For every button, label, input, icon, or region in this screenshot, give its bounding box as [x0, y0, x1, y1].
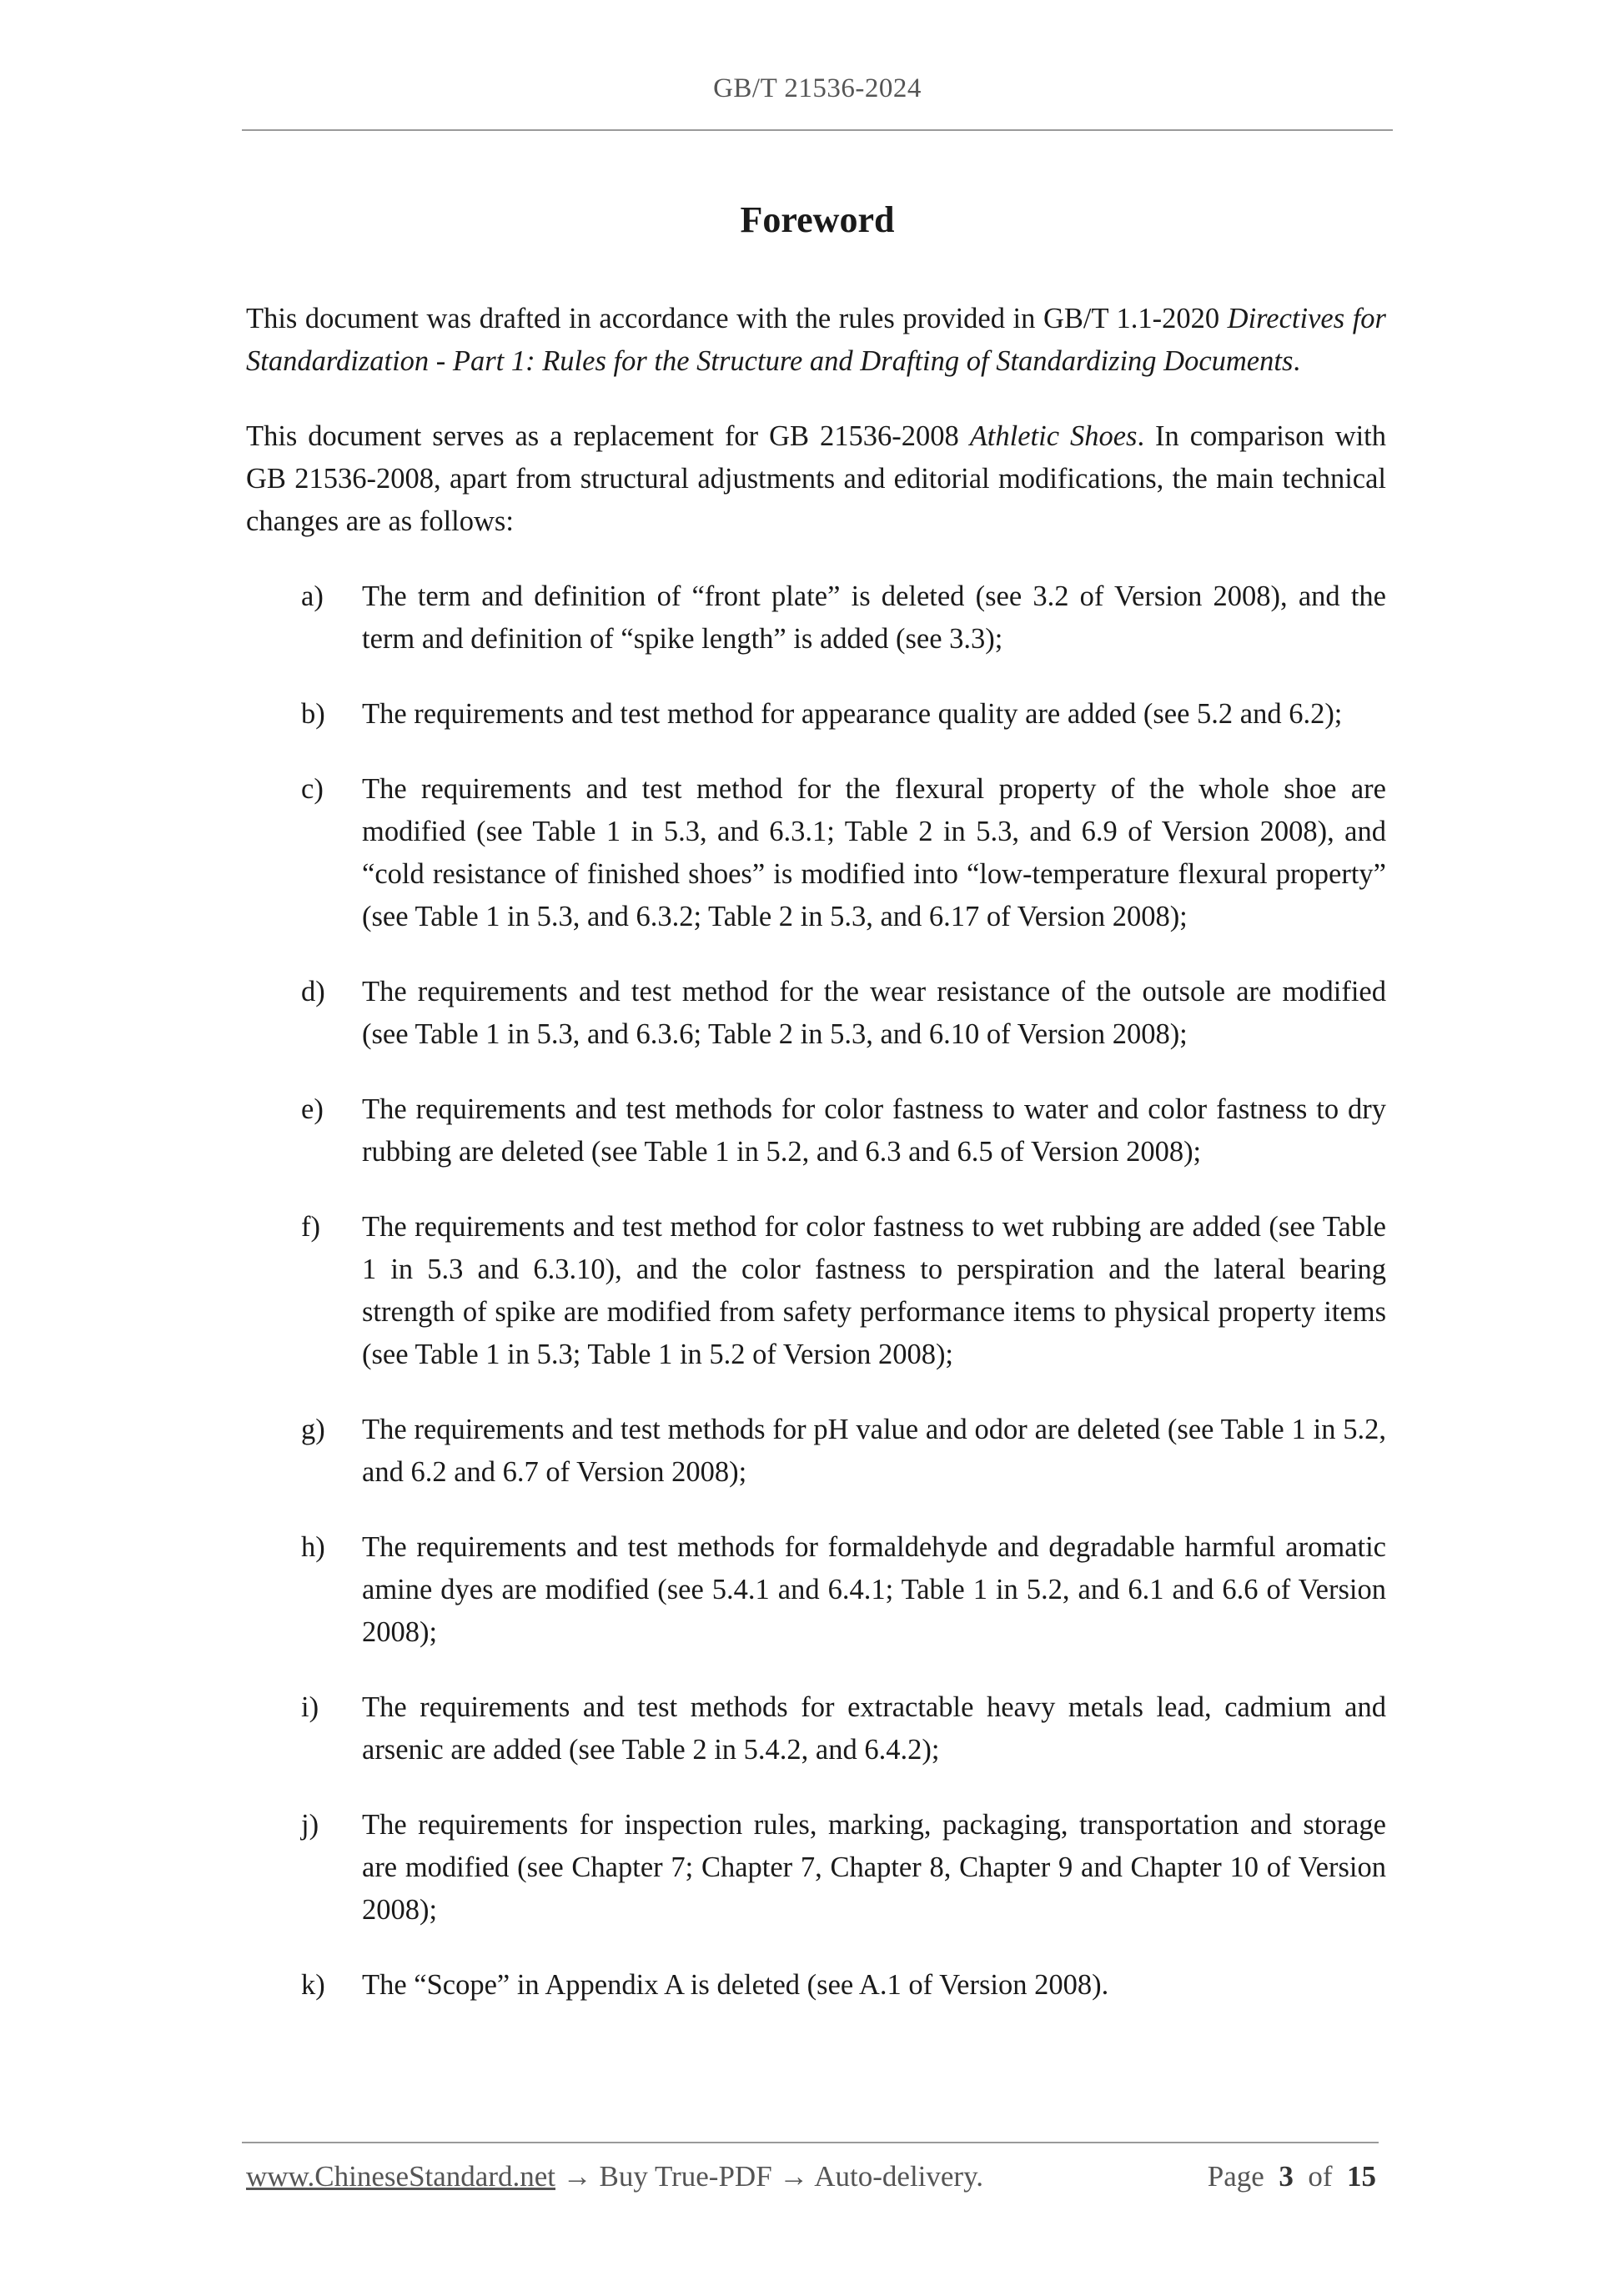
list-item [246, 971, 1386, 1056]
list-marker: d) [301, 976, 325, 1007]
page-title: Foreword [740, 199, 895, 240]
list-marker: j) [301, 1809, 319, 1841]
page-number: 3 [1279, 2160, 1294, 2193]
page-indicator [1208, 2160, 1376, 2193]
arrow-icon: → [555, 2160, 600, 2193]
list-item [246, 693, 1386, 736]
list-item [246, 768, 1386, 938]
document-body [246, 298, 1386, 2039]
intro-paragraph-2 [246, 415, 1386, 543]
document-number: GB/T 21536-2024 [713, 73, 922, 103]
list-item-text: The requirements and test methods for pH value and odor are deleted (see Table 1 in 5.2, and 6.2 and 6.7 of Version 2008); [362, 1414, 1386, 1488]
arrow-icon: → [771, 2160, 815, 2193]
buy-pdf-text: Buy True-PDF [599, 2160, 772, 2193]
changes-list [246, 575, 1386, 2007]
list-item [246, 1964, 1386, 2007]
page-label: Page [1207, 2160, 1264, 2193]
list-item-text: The requirements and test methods for color fastness to water and color fastness to dry rubbing are deleted (see Table 1 in 5.2, and 6.3 and 6.5 of Version 2008); [362, 1093, 1386, 1168]
list-marker: c) [301, 773, 324, 805]
p1-text: This document was drafted in accordance with the rules provided in GB/T 1.1-2020 [246, 303, 1228, 334]
of-label: of [1308, 2160, 1333, 2193]
header-divider [242, 129, 1393, 131]
list-item-text: The requirements and test methods for extractable heavy metals lead, cadmium and arsenic are added (see Table 2 in 5.4.2, and 6.4.2); [362, 1691, 1386, 1766]
list-marker: a) [301, 580, 324, 612]
list-item-text: The requirements and test method for the flexural property of the whole shoe are modified (see Table 1 in 5.3, and 6.3.1; Table 2 in 5.3, and 6.9 of Version 2008), and “cold resistance of finished shoes” is modified into “low-temperature flexural property” (see Table 1 in 5.3, and 6.3.2; Table 2 in 5.3, and 6.17 of Version 2008); [362, 773, 1386, 932]
document-header [242, 73, 1393, 104]
p1-italic-title: Directives for Standardization - Part 1: Rules for the Structure and Drafting of Standardizing Documents [246, 303, 1386, 377]
list-item [246, 1804, 1386, 1932]
auto-delivery-text: Auto-delivery. [814, 2160, 984, 2193]
list-marker: g) [301, 1414, 325, 1445]
list-marker: e) [301, 1093, 324, 1125]
list-item-text: The requirements and test method for the wear resistance of the outsole are modified (see Table 1 in 5.3, and 6.3.6; Table 2 in 5.3, and 6.10 of Version 2008); [362, 976, 1386, 1050]
p2-text-end: . In comparison with GB 21536-2008, apart from structural adjustments and editorial modifications, the main technical changes are as follows: [246, 420, 1386, 537]
list-item-text: The requirements and test method for color fastness to wet rubbing are added (see Table 1 in 5.3 and 6.3.10), and the color fastness to perspiration and the lateral bearing strength of spike are modified from safety performance items to physical property items (see Table 1 in 5.3; Table 1 in 5.2 of Version 2008); [362, 1211, 1386, 1370]
list-item [246, 575, 1386, 661]
list-item-text: The term and definition of “front plate” is deleted (see 3.2 of Version 2008), and the term and definition of “spike length” is added (see 3.3); [362, 580, 1386, 655]
list-marker: h) [301, 1531, 325, 1563]
footer-promo [246, 2160, 983, 2193]
p1-text-end: . [1293, 345, 1301, 377]
list-item-text: The requirements and test methods for formaldehyde and degradable harmful aromatic amine dyes are modified (see 5.4.1 and 6.4.1; Table 1 in 5.2, and 6.1 and 6.6 of Version 2008); [362, 1531, 1386, 1648]
p2-italic-title: Athletic Shoes [969, 420, 1138, 452]
list-marker: f) [301, 1211, 320, 1243]
footer-divider [242, 2142, 1379, 2143]
list-item-text: The “Scope” in Appendix A is deleted (see A.1 of Version 2008). [362, 1969, 1109, 2001]
list-item [246, 1088, 1386, 1173]
list-item-text: The requirements and test method for appearance quality are added (see 5.2 and 6.2); [362, 698, 1343, 730]
list-marker: k) [301, 1969, 325, 2001]
site-link[interactable]: www.ChineseStandard.net [246, 2160, 555, 2193]
intro-paragraph-1 [246, 298, 1386, 383]
p2-text: This document serves as a replacement for GB 21536-2008 [246, 420, 970, 452]
list-item [246, 1409, 1386, 1494]
total-pages: 15 [1347, 2160, 1376, 2193]
list-marker: b) [301, 698, 325, 730]
list-item [246, 1206, 1386, 1376]
list-marker: i) [301, 1691, 319, 1723]
list-item-text: The requirements for inspection rules, marking, packaging, transportation and storage are modified (see Chapter 7; Chapter 7, Chapter 8, Chapter 9 and Chapter 10 of Version 2008); [362, 1809, 1386, 1926]
list-item [246, 1526, 1386, 1654]
list-item [246, 1686, 1386, 1771]
